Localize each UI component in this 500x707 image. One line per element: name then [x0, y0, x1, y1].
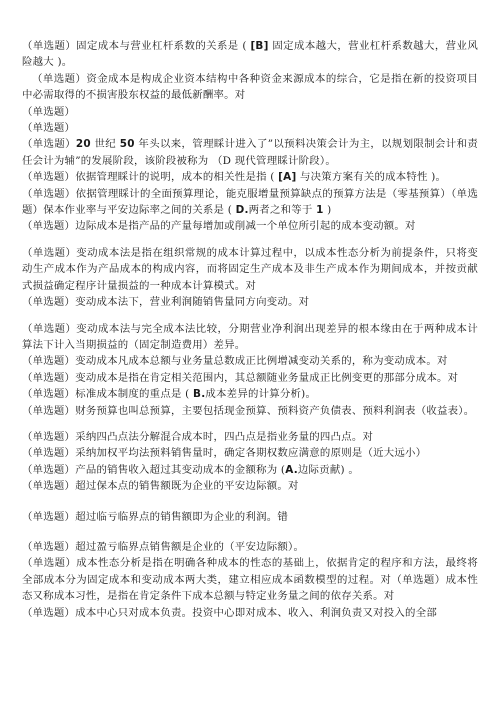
question-paragraph — [22, 245, 478, 294]
paragraph-text: （单选题）变动成本凡成本总额与业务量总数成正比例增减变动关系的，称为变动成本。对 — [22, 355, 448, 368]
question-paragraph — [22, 218, 478, 234]
question-paragraph — [22, 321, 478, 354]
answer-marker: 50 — [119, 138, 135, 151]
paragraph-text: （单选题）标准成本制度的重点是 ( — [22, 388, 194, 401]
paragraph-text: （单选题）成本中心只对成本负责。投资中心即对成本、收入、利润负责又对投入的全部 — [22, 606, 437, 619]
paragraph-text: （单选题）变动成本法下，营业利润随销售量同方向变动。对 — [22, 296, 310, 309]
question-paragraph — [22, 555, 478, 604]
question-paragraph — [22, 429, 478, 445]
paragraph-text: （单选题）成本性态分析是指在明确各种成本的性态的基础上，依据肯定的程序和方法，最终将全部成本分为固定成本和变动成本两大类，建立相应成本函数模型的过程。对（单选题）成本性态又称成本习性，是指在肯定条件下成本总额与特定业务量之间的依存关系。对 — [22, 557, 478, 603]
answer-marker: B. — [193, 388, 206, 401]
paragraph-text: （单选题）超过保本点的销售额既为企业的平安边际额。对 — [22, 480, 299, 493]
paragraph-gap — [22, 235, 478, 245]
answer-marker: 20 — [75, 138, 91, 151]
paragraph-gap — [22, 525, 478, 539]
question-paragraph — [22, 539, 478, 555]
paragraph-text: （单选题）固定成本与营业杠杆系数的关系是 ( — [22, 40, 251, 52]
question-paragraph — [22, 120, 478, 136]
question-paragraph — [22, 445, 478, 461]
paragraph-text: 边际贡献) 。 — [297, 463, 359, 476]
answer-marker: A. — [285, 463, 298, 476]
paragraph-gap — [22, 495, 478, 509]
paragraph-gap — [22, 419, 478, 429]
paragraph-text: 固定成本越大，营业杠杆系数越大，营业风险越大 )。 — [22, 40, 478, 69]
question-paragraph — [22, 136, 478, 169]
paragraph-text: （单选题）财务预算也叫总预算，主要包括现金预算、预料资产负债表、预料利润表（收益表）。 — [22, 404, 475, 417]
answer-marker: [A] — [278, 171, 297, 184]
question-paragraph — [22, 169, 478, 185]
question-paragraph — [22, 353, 478, 369]
paragraph-text: 世纪 — [90, 138, 120, 151]
question-paragraph — [22, 403, 478, 419]
paragraph-text: （单选题）超过盈亏临界点销售额是企业的（平安边际额）。 — [22, 540, 305, 553]
paragraph-text: （单选题）边际成本是指产品的产量每增加或削减一个单位所引起的成本变动额。对 — [22, 220, 416, 233]
question-paragraph — [22, 38, 478, 71]
answer-marker: [B] — [250, 40, 269, 52]
paragraph-text: （单选题） — [22, 138, 76, 151]
question-paragraph — [22, 294, 478, 310]
answer-marker: D. — [235, 204, 249, 217]
question-paragraph — [22, 71, 478, 104]
paragraph-text: （单选题）变动成本法是指在组织常规的成本计算过程中，以成本性态分析为前提条件，只将变动生产成本作为产品成本的构成内容，而将固定生产成本及非生产成本作为期间成本，并按贡献式损益确定程序计量损益的一种成本计算模式。对 — [22, 246, 478, 292]
paragraph-text: （单选题）采纳加权平均法预料销售量时，确定各期权数应满意的原则是（近大远小） — [22, 447, 427, 460]
paragraph-gap — [22, 311, 478, 321]
paragraph-text: 两者之和等于 — [248, 204, 317, 217]
paragraph-text: （单选题）超过临亏临界点的销售额即为企业的利润。错 — [22, 510, 289, 523]
paragraph-text: （单选题）资金成本是构成企业资本结构中各种资金来源成本的综合，它是指在新的投资项目中必需取得的不损害股东权益的最低新酬率。对 — [22, 72, 478, 102]
paragraph-text: （单选题） — [22, 105, 76, 118]
paragraph-text: （单选题）采纳四凸点法分解混合成本时，四凸点是指业务量的四凸点。对 — [22, 430, 374, 443]
paragraph-text: 成本差异的计算分析)。 — [205, 388, 317, 401]
question-paragraph — [22, 509, 478, 525]
question-paragraph — [22, 462, 478, 478]
paragraph-text: （单选题）变动成本是指在肯定相关范围内，其总额随业务量成正比例变更的那部分成本。对 — [22, 371, 459, 384]
question-paragraph — [22, 104, 478, 120]
question-paragraph — [22, 370, 478, 386]
paragraph-text: （单选题）依据管理睬计的全面预算理论，能克服增量预算缺点的预算方法是（零基预算）（单选题）保本作业率与平安边际率之间的关系是 ( — [22, 187, 478, 217]
paragraph-text: ) — [323, 204, 332, 217]
answer-marker: 1 — [316, 204, 324, 217]
paragraph-text: （单选题）产品的销售收入超过其变动成本的金额称为 ( — [22, 463, 286, 476]
question-paragraph — [22, 605, 478, 621]
paragraph-text: （单选题）依据管理睬计的说明，成本的相关性是指 ( — [22, 171, 279, 184]
question-paragraph — [22, 386, 478, 402]
question-paragraph — [22, 186, 478, 219]
paragraph-text: （单选题） — [22, 122, 76, 135]
paragraph-text: 年头以来，管理睬计进入了”以预料决策会计为主，以规划限制会计和责任会计为辅”的发展阶段，该阶段被称为 （D 现代管理睬计阶段）。 — [22, 138, 478, 167]
question-paragraph — [22, 478, 478, 494]
paragraph-text: （单选题）变动成本法与完全成本法比较，分期营业净利润出现差异的根本缘由在于两种成本计算法下计入当期损益的（固定制造费用）差异。 — [22, 322, 478, 351]
paragraph-text: 与决策方案有关的成本特性 )。 — [296, 171, 447, 184]
